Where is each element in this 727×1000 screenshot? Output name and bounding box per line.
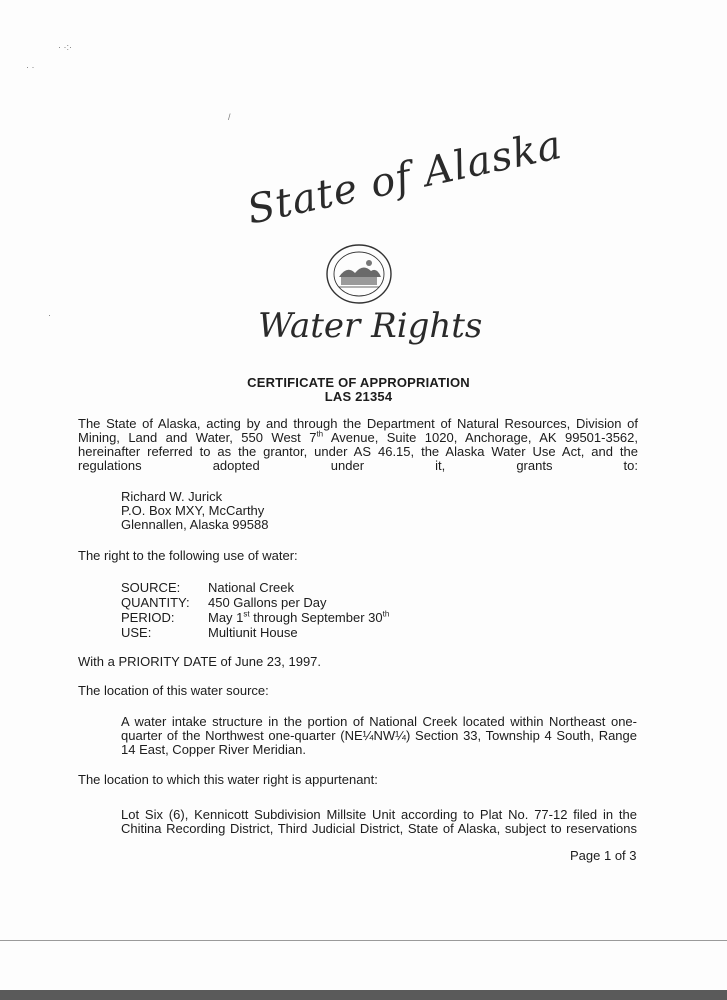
superscript: th — [316, 429, 324, 439]
scan-edge — [0, 990, 727, 1000]
water-use-table — [121, 580, 389, 640]
superscript: st — [243, 609, 250, 619]
certificate-title: CERTIFICATE OF APPROPRIATION — [247, 375, 470, 390]
period-part: May 1 — [208, 610, 244, 625]
source-value: National Creek — [208, 580, 294, 595]
source-location-intro: The location of this water source: — [78, 683, 269, 698]
period-value — [208, 610, 389, 625]
water-rights-title: Water Rights — [258, 306, 483, 346]
intro-line: hereinafter referred to as the grantor, under AS 46.15, the Alaska Water Use Act, and the — [78, 444, 638, 459]
scan-speck: / — [228, 112, 231, 122]
appurtenant-description — [121, 808, 637, 836]
scan-speck: · ·:· — [58, 42, 72, 52]
page-divider — [0, 940, 727, 941]
intro-line-part: Mining, Land and Water, 550 West 7 — [78, 430, 317, 445]
use-value: Multiunit House — [208, 625, 298, 640]
priority-date: With a PRIORITY DATE of June 23, 1997. — [78, 654, 322, 669]
source-label: SOURCE: — [121, 580, 181, 595]
period-part: through September 30 — [249, 610, 383, 625]
grantee-address-line: P.O. Box MXY, McCarthy — [121, 503, 265, 518]
certificate-number: LAS 21354 — [324, 389, 393, 404]
grantee-name: Richard W. Jurick — [121, 489, 223, 504]
grantee-address-line: Glennallen, Alaska 99588 — [121, 517, 269, 532]
scan-speck: · · — [26, 62, 35, 72]
intro-line — [78, 431, 638, 445]
appurtenant-line: Chitina Recording District, Third Judicial District, State of Alaska, subject to reservations — [121, 821, 637, 836]
grantee-address — [121, 490, 268, 532]
use-label: USE: — [121, 625, 152, 640]
source-location-line: A water intake structure in the portion of National Creek located within Northeast one- — [121, 714, 637, 729]
source-location-line: 14 East, Copper River Meridian. — [121, 742, 306, 757]
appurtenant-line: Lot Six (6), Kennicott Subdivision Millsite Unit according to Plat No. 77-12 filed in the — [121, 807, 637, 822]
state-of-alaska-title: State of Alaska — [243, 121, 567, 234]
page-number: Page 1 of 3 — [570, 848, 637, 863]
source-location-description — [121, 715, 637, 757]
quantity-value: 450 Gallons per Day — [208, 595, 327, 610]
table-row — [121, 625, 389, 640]
quantity-label: QUANTITY: — [121, 595, 190, 610]
period-label: PERIOD: — [121, 610, 175, 625]
use-intro: The right to the following use of water: — [78, 548, 298, 563]
table-row — [121, 595, 389, 610]
intro-line: regulations adopted under it, grants to: — [78, 458, 638, 473]
intro-line: The State of Alaska, acting by and through the Department of Natural Resources, Division of — [78, 416, 638, 431]
source-location-line: quarter of the Northwest one-quarter (NE¼NW¼) Section 33, Township 4 South, Range — [121, 728, 637, 743]
appurtenant-intro: The location to which this water right is appurtenant: — [78, 772, 378, 787]
scan-speck: · — [48, 310, 51, 320]
table-row — [121, 580, 389, 595]
table-row — [121, 610, 389, 625]
superscript: th — [382, 609, 390, 619]
intro-line-part: Avenue, Suite 1020, Anchorage, AK 99501-3562, — [323, 430, 638, 445]
intro-paragraph — [78, 417, 638, 473]
state-seal-icon — [325, 243, 393, 305]
